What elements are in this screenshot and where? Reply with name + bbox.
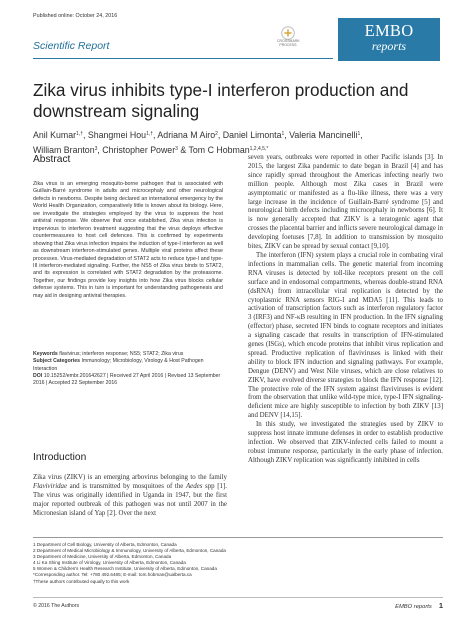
abstract-heading: Abstract: [33, 154, 71, 165]
crossmark-icon: [281, 26, 295, 40]
equal-contribution-note: †These authors contributed equally to this work: [33, 578, 130, 584]
doi-label: DOI: [33, 372, 43, 379]
article-title: Zika virus inhibits type-I interferon production and downstream signaling: [33, 80, 409, 121]
affiliation-1: 1 Department of Cell Biology, University of Alberta, Edmonton, Canada: [33, 542, 177, 547]
publication-date: Published online: October 24, 2016: [33, 13, 118, 19]
doi-line[interactable]: [33, 373, 223, 388]
subject-label: Subject Categories: [33, 358, 80, 365]
subject-categories: Immunology; Microbiology, Virology & Host Pathogen Interaction: [33, 358, 204, 372]
header-divider: [33, 58, 333, 59]
introduction-text: Zika virus (ZIKV) is an emerging arbovirus belonging to the family Flaviviridae and is transmitted by mosquitoes of the Aedes spp [1]. The virus was originally identified in Uganda in 1947, but the first major reported outbreak of this pathogen was not until 2007 in the Micronesian island of Yap [2]. Over the next: [33, 474, 227, 517]
affiliation-3: 3 Department of Medicine, University of Alberta, Edmonton, Canada: [33, 554, 172, 560]
copyright: © 2016 The Authors: [33, 603, 80, 609]
crossmark-badge[interactable]: [277, 26, 299, 48]
footnote-divider: [33, 537, 443, 538]
footer-journal-name: EMBO reports: [395, 604, 432, 610]
authors-line-2: William Branton$^3$, Christopher Power$^3$ & Tom C Hobman$^{1,2,4,5,*}$: [33, 145, 269, 155]
journal-logo: [338, 18, 440, 61]
footer-divider: [33, 597, 443, 598]
footer-journal: [395, 601, 443, 610]
author-list: [33, 127, 453, 157]
journal-logo-bottom: reports: [371, 39, 407, 53]
article-metadata: [33, 351, 223, 387]
crossmark-label: CROSSMARK: [277, 39, 300, 43]
subject-line: [33, 358, 223, 373]
body-column-right: [248, 154, 443, 466]
page-number: 1: [438, 601, 443, 610]
authors-line-1: Anil Kumar$^{1,\dagger}$, Shangmei Hou$^{1,\dagger}$, Adriana M Airo$^2$, Daniel Limonta$^1$, Valeria Mancinelli$^1$,: [33, 130, 363, 140]
keywords: flavivirus; interferon response; NS5; STAT2; Zika virus: [59, 351, 184, 357]
journal-logo-top: EMBO: [364, 21, 414, 40]
keywords-label: Keywords: [33, 351, 58, 357]
affiliations: [33, 542, 443, 585]
affiliation-2: 2 Department of Medical Microbiology & Immunology, University of Alberta, Edmonton, Canada: [33, 548, 226, 554]
article-type: Scientific Report: [33, 40, 110, 52]
affiliation-5: 5 Women & Children's Health Research Institute, University of Alberta, Edmonton, Canada: [33, 566, 217, 572]
keywords-line: [33, 351, 223, 358]
doi-and-dates[interactable]: 10.15252/embr.201642627 | Received 27 April 2016 | Revised 13 September 2016 | Accepted 22 September 2016: [33, 372, 221, 387]
body-paragraph-2: The interferon (IFN) system plays a crucial role in combating viral infections in mammalian cells. The genetic material from incoming RNA viruses is detected by toll-like receptors present on the cell surface and in endosomal compartments, whereas double-strand RNA (dsRNA) from intracellular viral replication is detected by the cytoplasmic RNA sensors RIG-I and MDA5 [11]. This leads to activation of transcription factors such as interferon regulatory factor 3 (IRF3) and NF-κB resulting in IFN production. In the IFN signaling (effector) phase, secreted IFN binds to cognate receptors and initiates a signaling cascade that results in transcription of IFN-stimulated genes (ISGs), which encode proteins that inhibit virus replication and spread. Productive replication of flaviviruses is linked with their ability to block IFN induction and signaling pathways. For example, Dengue (DENV) and West Nile viruses, which are close relatives to ZIKV, have evolved diverse strategies to block the IFN response [12]. The protective role of the IFN system against flaviviruses is evident from the observation that unlike wild-type mice, type-I IFN signaling-deficient mice are highly susceptible to infection by both ZIKV [13] and DENV [14,15].: [248, 251, 443, 420]
affiliation-4: 4 Li Ka Shing Institute of Virology, University of Alberta, Edmonton, Canada: [33, 560, 186, 566]
body-paragraph-1: seven years, outbreaks were reported in other Pacific islands [3]. In 2015, the largest Zika pandemic to date began in Brazil [4] and has since rapidly spread throughout the Americas infecting nearly two million people. Although most Zika cases in Brazil were asymptomatic or manifested as a flu-like illness, there was a very large increase in the incidence of Guillain-Barré syndrome [5] and neurological birth defects including microcephaly in newborns [6]. It is now generally accepted that ZIKV is a teratogenic agent that crosses the placental barrier and inflicts severe neurological damage in developing foetuses [7,8]. In addition to transmission by mosquito bites, ZIKV can be spread by sexual contact [9,10].: [248, 154, 443, 251]
introduction-heading: Introduction: [33, 452, 87, 463]
abstract-text: Zika virus is an emerging mosquito-borne pathogen that is associated with Guillain-Barré syndrome in adults and microcephaly and other neurological defects in newborns. Despite being declared an international emergency by the World Health Organization, comparatively little is known about its biology. Here, we investigate the strategies employed by the virus to suppress the host antiviral response. We observe that once established, Zika virus infection is impervious to interferon treatment suggesting that the virus deploys effective countermeasures to host cell defences. This is confirmed by experiments showing that Zika virus infection impairs the induction of type-I interferon as well as downstream interferon-stimulated genes. Multiple viral proteins affect these processes. Virus-mediated degradation of STAT2 acts to reduce type-I and type-III interferon-mediated signaling. Further, the NS5 of Zika virus binds to STAT2, and its expression is correlated with STAT2 degradation by the proteasome. Together, our findings provide key insights into how Zika virus blocks cellular defense systems. This in turn is important for understanding pathogenesis and may aid in designing antiviral therapies.: [33, 181, 223, 299]
corresponding-author[interactable]: *Corresponding author. Tel: +780 492.6485; E-mail: tom.hobman@ualberta.ca: [33, 572, 192, 578]
body-paragraph-3: In this study, we investigated the strategies used by ZIKV to suppress host innate immune defenses in order to establish productive infection. We observed that ZIKV-infected cells failed to mount a robust immune response, particularly in the early phase of infection. Although ZIKV replication was significantly inhibited in cells: [248, 421, 443, 464]
crossmark-label-2: PROCESS: [279, 42, 297, 47]
